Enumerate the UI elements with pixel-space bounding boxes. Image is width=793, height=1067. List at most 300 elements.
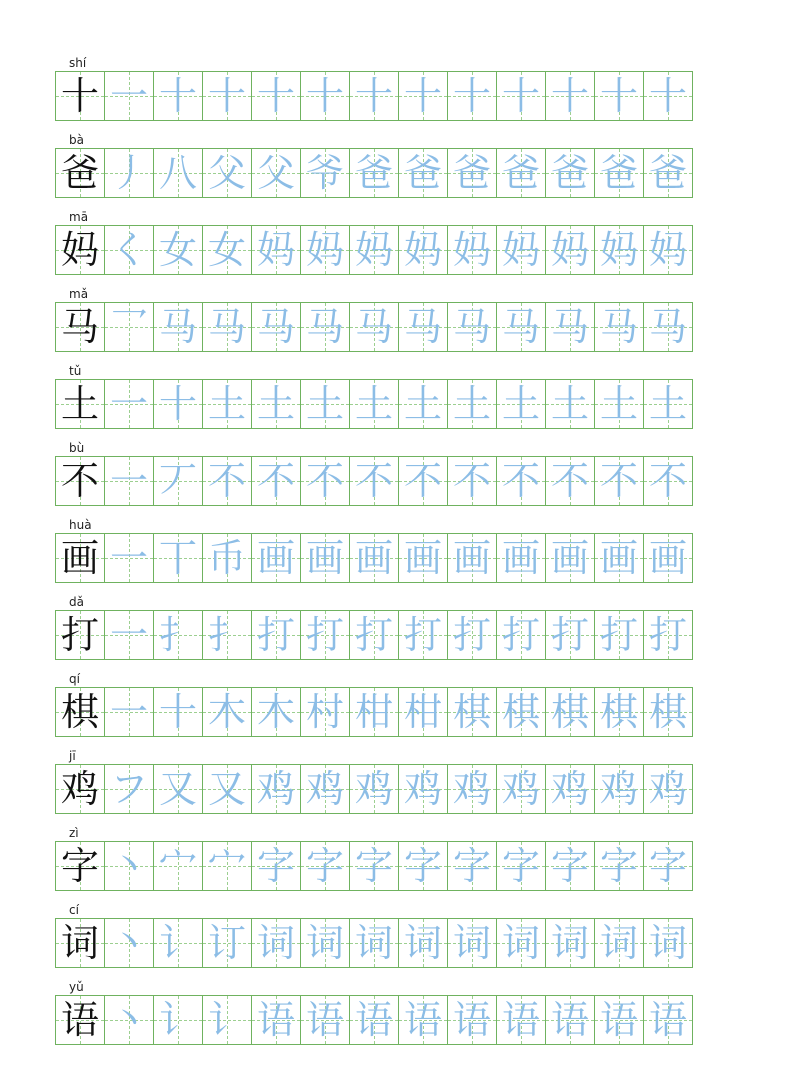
stroke-step-character: 不 [354, 459, 393, 503]
stroke-step-character: 画 [452, 536, 491, 580]
stroke-order-cell [545, 71, 595, 121]
stroke-order-cell [300, 610, 350, 660]
stroke-order-cell [104, 225, 154, 275]
pinyin-label: cí [69, 903, 79, 917]
practice-row [55, 672, 745, 749]
stroke-order-cell [349, 610, 399, 660]
stroke-order-cell [496, 225, 546, 275]
stroke-step-character: 字 [648, 844, 687, 888]
model-character-cell [55, 610, 105, 660]
stroke-step-character: 字 [305, 844, 344, 888]
stroke-order-cell [398, 71, 448, 121]
stroke-step-character: 语 [256, 998, 295, 1042]
stroke-order-cell [349, 456, 399, 506]
model-character: 语 [60, 998, 99, 1042]
practice-row [55, 287, 745, 364]
stroke-step-character: 画 [550, 536, 589, 580]
stroke-order-cell [545, 610, 595, 660]
pinyin-label: qí [69, 672, 80, 686]
stroke-step-character: 打 [354, 613, 393, 657]
stroke-step-character: 十 [599, 74, 638, 118]
stroke-step-character: 语 [648, 998, 687, 1042]
stroke-order-cell [643, 610, 693, 660]
stroke-step-character: 打 [305, 613, 344, 657]
tianzige-grid [55, 610, 692, 660]
stroke-step-character: 词 [354, 921, 393, 965]
stroke-step-character: 语 [403, 998, 442, 1042]
stroke-step-character: 十 [452, 74, 491, 118]
practice-row [55, 441, 745, 518]
stroke-step-character: 乛 [109, 305, 148, 349]
stroke-step-character: 不 [207, 459, 246, 503]
stroke-step-character: 妈 [452, 228, 491, 272]
stroke-order-cell [153, 841, 203, 891]
stroke-step-character: 父 [207, 151, 246, 195]
stroke-step-character: 十 [501, 74, 540, 118]
practice-row [55, 56, 745, 133]
stroke-order-cell [251, 841, 301, 891]
stroke-step-character: 字 [501, 844, 540, 888]
stroke-order-cell [202, 302, 252, 352]
stroke-order-cell [398, 379, 448, 429]
stroke-order-cell [594, 302, 644, 352]
stroke-order-cell [594, 764, 644, 814]
stroke-step-character: 鸡 [256, 767, 295, 811]
stroke-step-character: 词 [550, 921, 589, 965]
stroke-step-character: 妈 [550, 228, 589, 272]
stroke-step-character: 十 [550, 74, 589, 118]
practice-row [55, 980, 745, 1057]
stroke-order-cell [251, 610, 301, 660]
stroke-step-character: 村 [305, 690, 344, 734]
stroke-step-character: 土 [550, 382, 589, 426]
stroke-order-cell [545, 379, 595, 429]
stroke-step-character: 妈 [354, 228, 393, 272]
stroke-step-character: 画 [403, 536, 442, 580]
stroke-order-cell [104, 148, 154, 198]
stroke-order-cell [349, 918, 399, 968]
tianzige-grid [55, 918, 692, 968]
stroke-step-character: 马 [452, 305, 491, 349]
stroke-order-cell [349, 995, 399, 1045]
stroke-order-cell [594, 610, 644, 660]
model-character-cell [55, 379, 105, 429]
model-character-cell [55, 841, 105, 891]
tianzige-grid [55, 764, 692, 814]
stroke-step-character: 宀 [158, 844, 197, 888]
stroke-step-character: 鸡 [550, 767, 589, 811]
model-character: 土 [60, 382, 99, 426]
stroke-step-character: 土 [403, 382, 442, 426]
stroke-order-cell [643, 225, 693, 275]
stroke-order-cell [447, 225, 497, 275]
pinyin-label: dǎ [69, 595, 84, 609]
stroke-step-character: 丆 [158, 459, 197, 503]
stroke-step-character: 币 [207, 536, 246, 580]
practice-row [55, 749, 745, 826]
stroke-step-character: 十 [354, 74, 393, 118]
stroke-order-cell [496, 148, 546, 198]
stroke-order-cell [349, 687, 399, 737]
stroke-order-cell [202, 148, 252, 198]
model-character: 十 [60, 74, 99, 118]
stroke-step-character: 女 [158, 228, 197, 272]
model-character-cell [55, 533, 105, 583]
stroke-order-cell [349, 225, 399, 275]
stroke-order-cell [398, 456, 448, 506]
stroke-order-cell [447, 764, 497, 814]
stroke-step-character: 一 [109, 74, 148, 118]
pinyin-label: huà [69, 518, 92, 532]
stroke-step-character: 订 [207, 921, 246, 965]
stroke-step-character: 字 [550, 844, 589, 888]
stroke-step-character: 土 [305, 382, 344, 426]
stroke-order-cell [251, 302, 301, 352]
stroke-step-character: 宀 [207, 844, 246, 888]
practice-row [55, 364, 745, 441]
stroke-step-character: 爷 [305, 151, 344, 195]
tianzige-grid [55, 148, 692, 198]
stroke-order-cell [398, 764, 448, 814]
stroke-order-cell [104, 918, 154, 968]
stroke-order-cell [447, 302, 497, 352]
tianzige-grid [55, 379, 692, 429]
stroke-order-cell [643, 302, 693, 352]
stroke-step-character: 一 [109, 536, 148, 580]
stroke-step-character: 词 [599, 921, 638, 965]
stroke-order-cell [594, 148, 644, 198]
practice-row [55, 826, 745, 903]
pinyin-label: bù [69, 441, 85, 455]
stroke-step-character: 马 [256, 305, 295, 349]
stroke-order-cell [643, 71, 693, 121]
stroke-step-character: 丶 [109, 921, 148, 965]
practice-row [55, 210, 745, 287]
stroke-order-cell [300, 533, 350, 583]
stroke-step-character: 爸 [501, 151, 540, 195]
stroke-step-character: 木 [256, 690, 295, 734]
stroke-order-cell [594, 687, 644, 737]
stroke-step-character: 十 [256, 74, 295, 118]
stroke-step-character: 画 [256, 536, 295, 580]
stroke-order-cell [153, 687, 203, 737]
stroke-step-character: 一 [109, 690, 148, 734]
stroke-step-character: 字 [403, 844, 442, 888]
stroke-order-cell [202, 533, 252, 583]
stroke-step-character: 语 [501, 998, 540, 1042]
stroke-order-cell [349, 148, 399, 198]
stroke-step-character: 语 [550, 998, 589, 1042]
stroke-order-cell [153, 533, 203, 583]
stroke-step-character: 土 [452, 382, 491, 426]
stroke-order-cell [251, 918, 301, 968]
model-character-cell [55, 687, 105, 737]
stroke-step-character: 字 [256, 844, 295, 888]
stroke-order-cell [545, 841, 595, 891]
pinyin-label: mǎ [69, 287, 89, 301]
stroke-step-character: 妈 [501, 228, 540, 272]
stroke-order-cell [251, 225, 301, 275]
stroke-step-character: 又 [207, 767, 246, 811]
stroke-step-character: 土 [501, 382, 540, 426]
stroke-order-cell [300, 225, 350, 275]
stroke-step-character: 妈 [599, 228, 638, 272]
stroke-order-cell [153, 610, 203, 660]
stroke-order-cell [153, 918, 203, 968]
stroke-order-cell [447, 533, 497, 583]
tianzige-grid [55, 687, 692, 737]
stroke-step-character: 土 [648, 382, 687, 426]
stroke-order-cell [104, 995, 154, 1045]
stroke-step-character: 棋 [501, 690, 540, 734]
stroke-order-cell [349, 841, 399, 891]
stroke-step-character: 女 [207, 228, 246, 272]
stroke-order-cell [594, 71, 644, 121]
stroke-step-character: 不 [599, 459, 638, 503]
stroke-step-character: 不 [648, 459, 687, 503]
stroke-order-cell [594, 841, 644, 891]
stroke-order-cell [300, 995, 350, 1045]
stroke-order-cell [202, 225, 252, 275]
stroke-step-character: 字 [452, 844, 491, 888]
stroke-order-cell [643, 379, 693, 429]
stroke-step-character: 不 [256, 459, 295, 503]
stroke-step-character: 棋 [452, 690, 491, 734]
model-character-cell [55, 302, 105, 352]
stroke-order-cell [202, 379, 252, 429]
stroke-order-cell [398, 918, 448, 968]
stroke-step-character: 十 [648, 74, 687, 118]
stroke-step-character: 妈 [648, 228, 687, 272]
stroke-order-cell [251, 148, 301, 198]
stroke-step-character: 不 [403, 459, 442, 503]
stroke-step-character: 十 [305, 74, 344, 118]
stroke-order-cell [496, 918, 546, 968]
model-character-cell [55, 995, 105, 1045]
stroke-step-character: 土 [354, 382, 393, 426]
stroke-order-cell [496, 995, 546, 1045]
tianzige-grid [55, 456, 692, 506]
stroke-order-cell [398, 687, 448, 737]
pinyin-label: jī [69, 749, 76, 763]
stroke-step-character: 马 [305, 305, 344, 349]
stroke-order-cell [594, 533, 644, 583]
stroke-order-cell [202, 764, 252, 814]
model-character-cell [55, 764, 105, 814]
stroke-order-cell [104, 533, 154, 583]
stroke-step-character: 马 [550, 305, 589, 349]
stroke-step-character: 词 [648, 921, 687, 965]
stroke-step-character: 十 [207, 74, 246, 118]
stroke-step-character: 扌 [207, 613, 246, 657]
stroke-order-cell [643, 764, 693, 814]
stroke-order-cell [104, 456, 154, 506]
stroke-step-character: 打 [599, 613, 638, 657]
stroke-step-character: 鸡 [599, 767, 638, 811]
stroke-step-character: 鸡 [501, 767, 540, 811]
stroke-step-character: 不 [452, 459, 491, 503]
stroke-step-character: 画 [354, 536, 393, 580]
stroke-order-cell [496, 379, 546, 429]
stroke-order-cell [349, 379, 399, 429]
stroke-order-cell [594, 225, 644, 275]
stroke-step-character: 词 [256, 921, 295, 965]
tianzige-grid [55, 302, 692, 352]
stroke-order-cell [251, 764, 301, 814]
stroke-order-cell [643, 918, 693, 968]
stroke-step-character: 马 [403, 305, 442, 349]
stroke-step-character: 土 [256, 382, 295, 426]
practice-row [55, 903, 745, 980]
stroke-step-character: 鸡 [648, 767, 687, 811]
stroke-step-character: 不 [550, 459, 589, 503]
stroke-step-character: 词 [452, 921, 491, 965]
stroke-order-cell [496, 302, 546, 352]
stroke-order-cell [545, 687, 595, 737]
model-character: 打 [60, 613, 99, 657]
stroke-step-character: 十 [403, 74, 442, 118]
stroke-step-character: 丅 [158, 536, 197, 580]
stroke-step-character: 土 [599, 382, 638, 426]
model-character-cell [55, 71, 105, 121]
stroke-order-cell [643, 533, 693, 583]
stroke-step-character: 爸 [354, 151, 393, 195]
stroke-order-cell [251, 533, 301, 583]
stroke-step-character: 扌 [158, 613, 197, 657]
stroke-step-character: 丿 [109, 151, 148, 195]
stroke-step-character: 打 [501, 613, 540, 657]
stroke-step-character: 丶 [109, 844, 148, 888]
stroke-order-cell [153, 71, 203, 121]
stroke-order-cell [545, 225, 595, 275]
stroke-step-character: 语 [305, 998, 344, 1042]
stroke-step-character: 打 [648, 613, 687, 657]
stroke-order-cell [153, 225, 203, 275]
stroke-order-cell [643, 995, 693, 1045]
stroke-step-character: フ [109, 767, 148, 811]
stroke-order-cell [251, 995, 301, 1045]
stroke-step-character: 八 [158, 151, 197, 195]
stroke-step-character: 不 [305, 459, 344, 503]
model-character-cell [55, 148, 105, 198]
stroke-step-character: 柑 [354, 690, 393, 734]
stroke-step-character: 木 [207, 690, 246, 734]
stroke-order-cell [643, 841, 693, 891]
stroke-step-character: 一 [109, 613, 148, 657]
stroke-step-character: 爸 [599, 151, 638, 195]
stroke-order-cell [251, 379, 301, 429]
stroke-step-character: 字 [599, 844, 638, 888]
stroke-order-cell [153, 148, 203, 198]
stroke-step-character: 十 [158, 382, 197, 426]
stroke-step-character: 十 [158, 74, 197, 118]
stroke-order-cell [447, 841, 497, 891]
model-character: 不 [60, 459, 99, 503]
stroke-order-cell [496, 533, 546, 583]
stroke-order-cell [153, 379, 203, 429]
stroke-step-character: 棋 [599, 690, 638, 734]
tianzige-grid [55, 225, 692, 275]
pinyin-label: zì [69, 826, 79, 840]
stroke-step-character: 马 [648, 305, 687, 349]
stroke-step-character: 爸 [452, 151, 491, 195]
stroke-order-cell [496, 687, 546, 737]
stroke-step-character: 父 [256, 151, 295, 195]
stroke-order-cell [300, 764, 350, 814]
stroke-step-character: 马 [354, 305, 393, 349]
stroke-order-cell [545, 148, 595, 198]
stroke-order-cell [398, 610, 448, 660]
stroke-step-character: 妈 [403, 228, 442, 272]
stroke-step-character: 不 [501, 459, 540, 503]
stroke-order-cell [398, 148, 448, 198]
model-character: 马 [60, 305, 99, 349]
stroke-order-cell [300, 71, 350, 121]
practice-row [55, 133, 745, 210]
stroke-order-cell [300, 456, 350, 506]
stroke-order-cell [300, 841, 350, 891]
stroke-step-character: 一 [109, 459, 148, 503]
stroke-order-cell [202, 841, 252, 891]
stroke-order-cell [104, 764, 154, 814]
model-character: 棋 [60, 690, 99, 734]
model-character: 词 [60, 921, 99, 965]
stroke-step-character: 画 [599, 536, 638, 580]
stroke-order-cell [202, 71, 252, 121]
stroke-order-cell [545, 918, 595, 968]
stroke-step-character: 棋 [648, 690, 687, 734]
stroke-order-cell [300, 918, 350, 968]
stroke-order-cell [496, 841, 546, 891]
stroke-order-cell [349, 533, 399, 583]
stroke-order-cell [447, 71, 497, 121]
stroke-step-character: 讠 [207, 998, 246, 1042]
model-character: 爸 [60, 151, 99, 195]
stroke-step-character: 讠 [158, 921, 197, 965]
stroke-order-cell [447, 148, 497, 198]
stroke-step-character: 鸡 [452, 767, 491, 811]
stroke-order-cell [398, 995, 448, 1045]
stroke-order-cell [447, 995, 497, 1045]
stroke-step-character: 爸 [403, 151, 442, 195]
stroke-order-cell [545, 533, 595, 583]
stroke-order-cell [643, 148, 693, 198]
stroke-step-character: 马 [501, 305, 540, 349]
stroke-order-cell [153, 302, 203, 352]
stroke-step-character: 打 [452, 613, 491, 657]
tianzige-grid [55, 533, 692, 583]
practice-row [55, 595, 745, 672]
stroke-order-cell [349, 302, 399, 352]
stroke-step-character: 语 [354, 998, 393, 1042]
stroke-order-cell [643, 687, 693, 737]
stroke-step-character: 讠 [158, 998, 197, 1042]
stroke-order-cell [496, 610, 546, 660]
stroke-order-cell [300, 379, 350, 429]
stroke-order-cell [202, 687, 252, 737]
stroke-step-character: 鸡 [403, 767, 442, 811]
stroke-step-character: 词 [501, 921, 540, 965]
stroke-order-cell [545, 995, 595, 1045]
stroke-step-character: 语 [599, 998, 638, 1042]
pinyin-label: bà [69, 133, 84, 147]
model-character-cell [55, 918, 105, 968]
stroke-step-character: 打 [550, 613, 589, 657]
stroke-order-cell [447, 379, 497, 429]
stroke-step-character: 妈 [305, 228, 344, 272]
stroke-order-cell [349, 71, 399, 121]
stroke-order-cell [447, 610, 497, 660]
